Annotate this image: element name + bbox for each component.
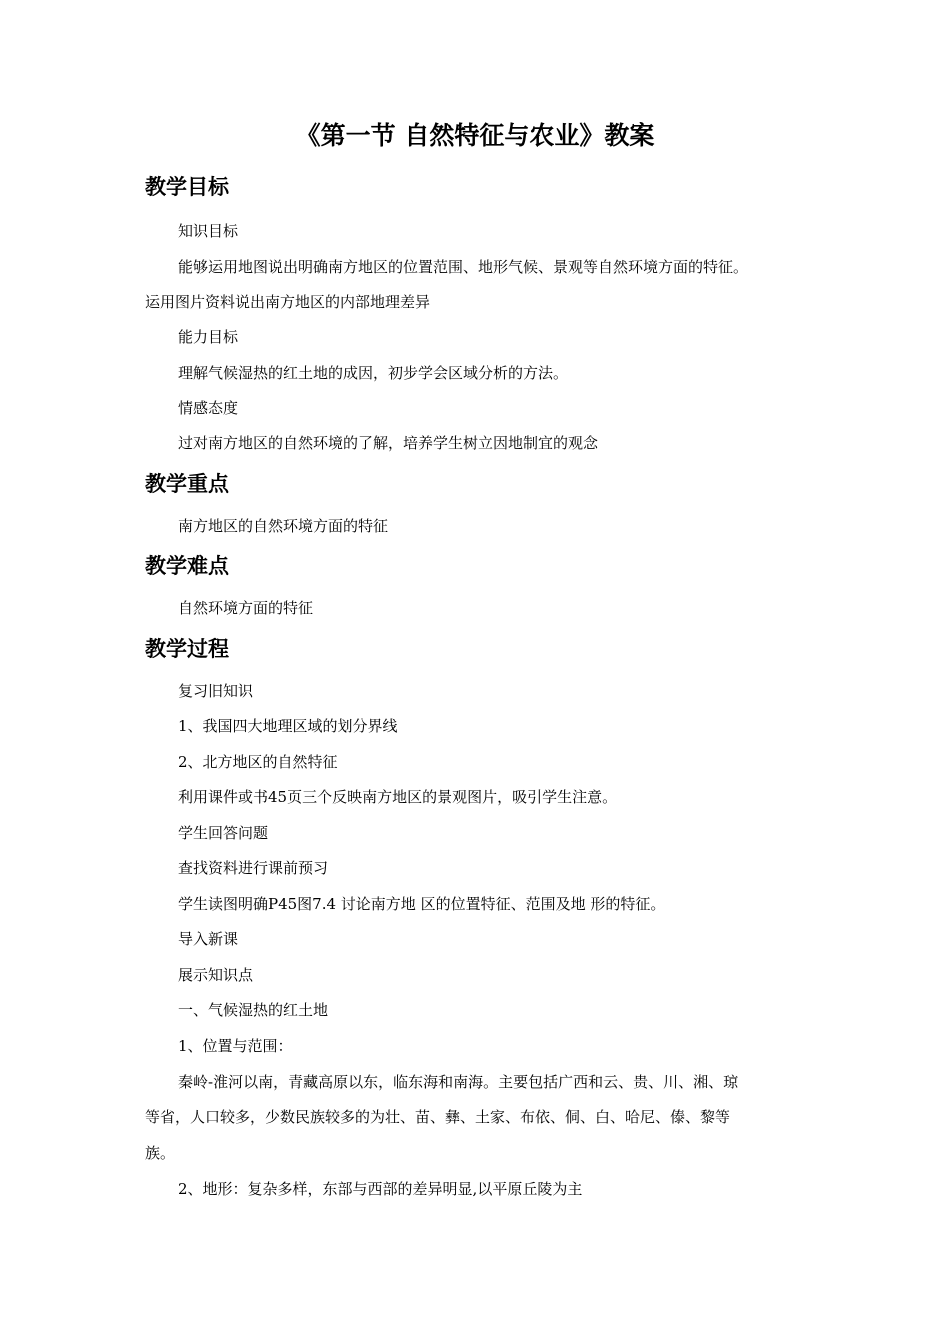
ability-label: 能力目标 <box>178 328 239 346</box>
heading-key-points: 教学重点 <box>145 472 229 496</box>
section1-heading: 一、气候湿热的红土地 <box>178 1001 329 1019</box>
difficulties-text: 自然环境方面的特征 <box>178 599 314 617</box>
location-text-line1: 秦岭-淮河以南，青藏高原以东，临东海和南海。主要包括广西和云、贵、川、湘、琼 <box>178 1073 739 1091</box>
process-answer: 学生回答问题 <box>178 824 269 842</box>
process-item1: 1、我国四大地理区域的划分界线 <box>178 717 398 735</box>
process-courseware: 利用课件或书45页三个反映南方地区的景观图片，吸引学生注意。 <box>178 788 618 806</box>
knowledge-text-line2: 运用图片资料说出南方地区的内部地理差异 <box>145 293 431 311</box>
document-title: 《第一节 自然特征与农业》教案 <box>295 121 655 150</box>
knowledge-text-line1: 能够运用地图说出明确南方地区的位置范围、地形气候、景观等自然环境方面的特征。 <box>178 258 749 276</box>
knowledge-label: 知识目标 <box>178 222 239 240</box>
process-show: 展示知识点 <box>178 966 254 984</box>
process-item2: 2、北方地区的自然特征 <box>178 753 338 771</box>
emotion-label: 情感态度 <box>178 399 239 417</box>
key-points-text: 南方地区的自然环境方面的特征 <box>178 517 389 535</box>
heading-difficulties: 教学难点 <box>145 554 229 578</box>
heading-objectives: 教学目标 <box>145 175 229 199</box>
heading-process: 教学过程 <box>145 637 229 661</box>
location-text-line3: 族。 <box>145 1144 176 1162</box>
location-title: 1、位置与范围： <box>178 1037 293 1055</box>
process-intro: 导入新课 <box>178 930 239 948</box>
location-text-line2: 等省，人口较多，少数民族较多的为壮、苗、彝、土家、布依、侗、白、哈尼、傣、黎等 <box>145 1108 731 1126</box>
emotion-text: 过对南方地区的自然环境的了解，培养学生树立因地制宜的观念 <box>178 434 599 452</box>
process-review: 复习旧知识 <box>178 682 254 700</box>
process-preview: 查找资料进行课前预习 <box>178 859 329 877</box>
ability-text: 理解气候湿热的红土地的成因，初步学会区域分析的方法。 <box>178 364 569 382</box>
terrain-text: 2、地形：复杂多样，东部与西部的差异明显,以平原丘陵为主 <box>178 1180 583 1198</box>
process-read-map: 学生读图明确P45图7.4 讨论南方地 区的位置特征、范围及地 形的特征。 <box>178 895 666 913</box>
